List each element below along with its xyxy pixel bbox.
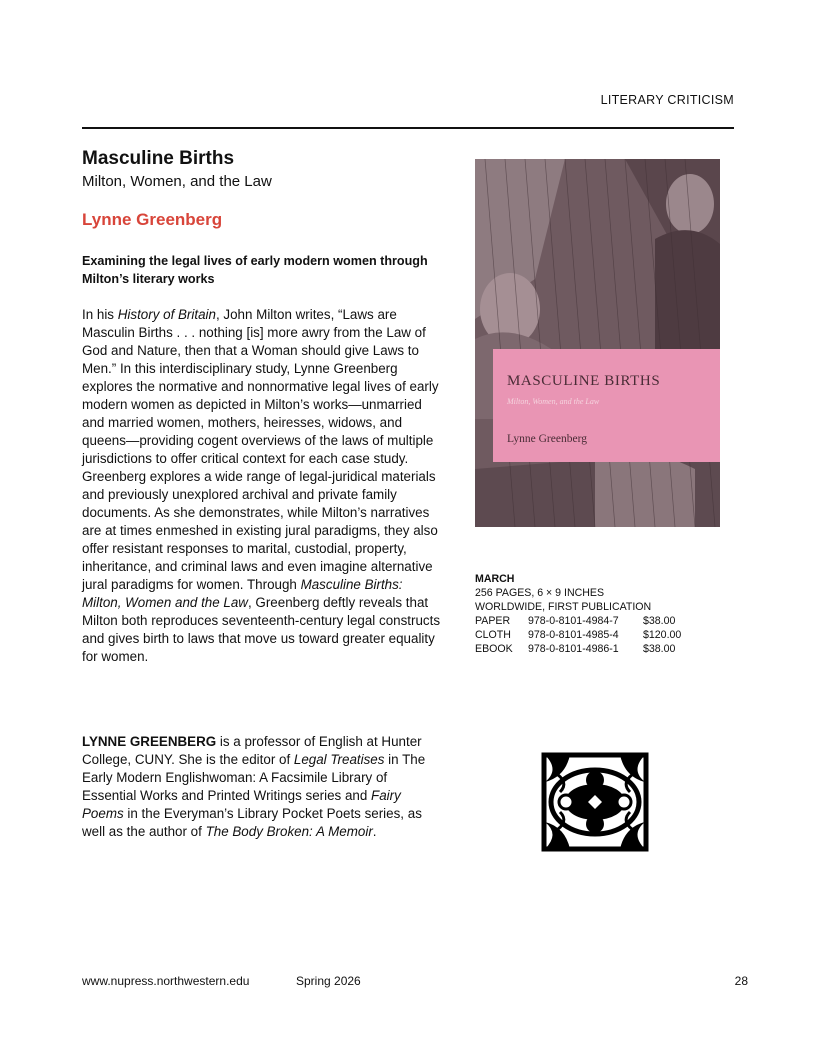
desc-title-book: Masculine Births: Milton, Women and the Law [82,577,403,610]
bio-part3: in the Everyman’s Library Pocket Poets series, as well as the author of [82,806,422,839]
book-meta [475,572,681,656]
edition-format: EBOOK [475,643,513,655]
cover-author: Lynne Greenberg [507,433,587,445]
book-description [82,306,442,666]
edition-format: PAPER [475,615,511,627]
edition-format: CLOTH [475,629,511,641]
author-bio [82,733,442,841]
bio-title-fairy: Fairy Poems [82,788,401,821]
edition-row [475,614,681,628]
bio-part2: in The Early Modern Englishwoman: A Facsimile Library of Essential Works and Printed Writings series and [82,752,426,803]
desc-intro: In his [82,307,118,322]
bio-title-legal: Legal Treatises [293,752,385,767]
desc-ending: , Greenberg deftly reveals that Milton both reproduces seventeenth-century legal constructs and gives birth to laws that move us toward greater equality for women. [82,595,441,664]
edition-price: $38.00 [643,643,676,655]
edition-isbn: 978-0-8101-4985-4 [528,629,619,641]
cover-title: MASCULINE BIRTHS [507,373,661,389]
cover-subtitle: Milton, Women, and the Law [507,397,600,406]
bio-title-memoir: The Body Broken: A Memoir [205,824,373,839]
edition-row [475,628,681,642]
book-text-column [82,146,442,666]
section-label: LITERARY CRITICISM [600,93,734,107]
edition-isbn: 978-0-8101-4986-1 [528,643,619,655]
book-author: Lynne Greenberg [82,210,223,229]
edition-row [475,642,681,656]
bio-part1: is a professor of English at Hunter College, CUNY. She is the editor of [82,734,422,767]
cover-title-band [493,349,720,462]
book-cover [475,159,720,527]
book-subtitle: Milton, Women, and the Law [82,173,272,190]
rights: WORLDWIDE, FIRST PUBLICATION [475,601,652,613]
edition-price: $120.00 [643,629,682,641]
page-number: 28 [734,974,748,988]
floral-tile-emblem-icon [540,752,650,852]
desc-body: , John Milton writes, “Laws are Masculin Births . . . nothing [is] more awry from the Law of God and Nature, then that a Woman should give Laws to Men.” In this interdisciplinary study, Lynne Greenberg explores the normative and nonnormative legal lives of early modern women as depicted in Milton’s works—unmarried and married women, mothers, heiresses, widows, and queens—providing cogent overviews of the laws of multiple jurisdictions to offer critical context for each case study. Greenberg explores a wide range of legal-juridical materials and previously unexplored archival and private family documents. As she demonstrates, while Milton’s narratives are at times enmeshed in existing jural paradigms, they also offer resistant responses to marital, custodial, property, inheritance, and criminal laws and even imagine alternative jural paradigms for women. Through [82,307,439,592]
page-count: 256 PAGES, 6 × 9 INCHES [475,587,605,599]
book-tagline: Examining the legal lives of early modern women through Milton’s literary works [82,254,428,286]
pub-month: MARCH [475,573,515,585]
cover-engraving-art [475,159,720,527]
bio-name: LYNNE GREENBERG [82,734,217,749]
bio-part4: . [372,824,377,839]
book-title: Masculine Births [82,148,235,169]
header-rule [82,127,734,129]
footer-season: Spring 2026 [296,974,361,988]
edition-price: $38.00 [643,615,676,627]
footer-url[interactable]: www.nupress.northwestern.edu [82,974,250,988]
desc-title-history: History of Britain [117,307,216,322]
edition-isbn: 978-0-8101-4984-7 [528,615,619,627]
